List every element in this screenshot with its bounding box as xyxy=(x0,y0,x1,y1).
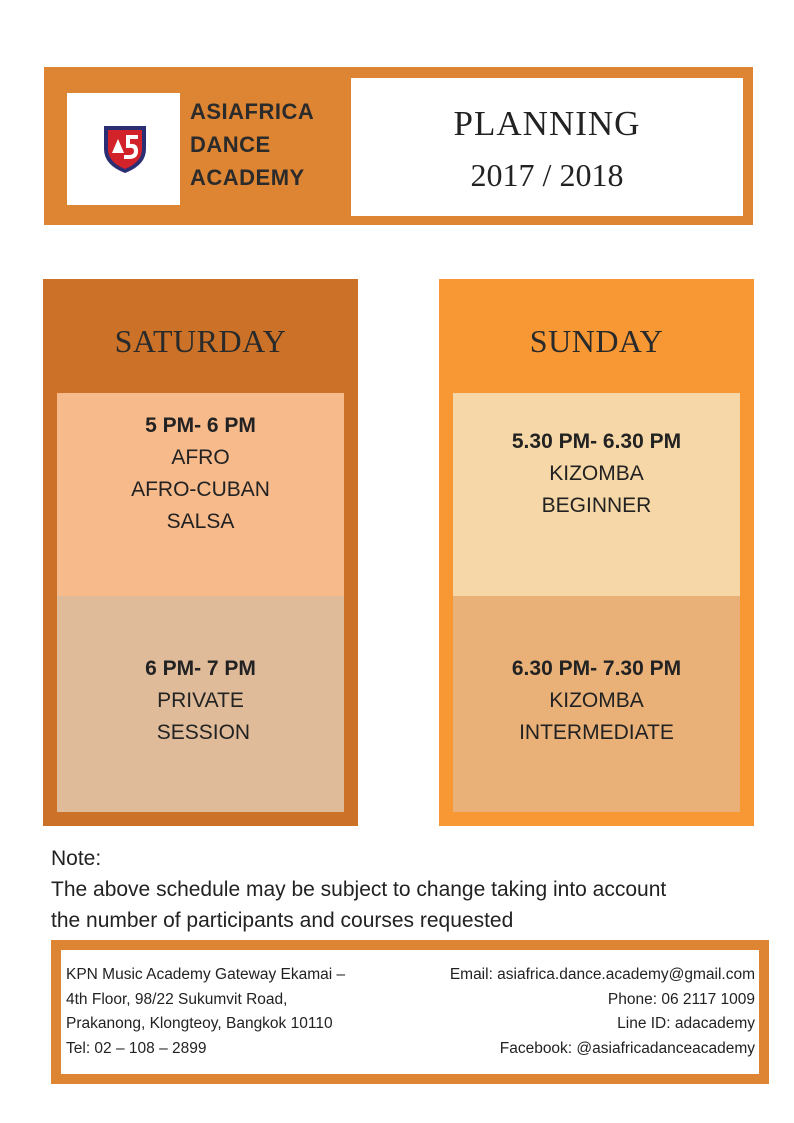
note-text: The above schedule may be subject to change taking into account xyxy=(51,878,667,901)
sunday-slot-2 xyxy=(453,596,740,812)
email-line: Email: asiafrica.dance.academy@gmail.com xyxy=(449,966,755,983)
slot-class: AFRO xyxy=(171,446,230,469)
planning-year: 2017 / 2018 xyxy=(470,157,624,193)
slot-class: PRIVATE xyxy=(157,689,244,712)
academy-name xyxy=(190,95,350,194)
phone-line: Phone: 06 2117 1009 xyxy=(607,990,755,1008)
footer-address xyxy=(66,963,406,1061)
saturday-title: SATURDAY xyxy=(114,323,287,359)
academy-name-line: ACADEMY xyxy=(190,165,305,190)
slot-class: BEGINNER xyxy=(541,494,652,517)
slot-class: AFRO-CUBAN xyxy=(131,478,270,501)
address-line: Prakanong, Klongteoy, Bangkok 10110 xyxy=(66,1015,333,1032)
slot-class: KIZOMBA xyxy=(549,462,644,485)
slot-class: KIZOMBA xyxy=(549,689,644,712)
saturday-slot-2 xyxy=(57,596,344,812)
note-text: the number of participants and courses requested xyxy=(51,909,514,932)
asiafrica-shield-logo-icon xyxy=(102,123,148,175)
planning-box xyxy=(351,78,743,216)
facebook-line: Facebook: @asiafricadanceacademy xyxy=(499,1039,755,1057)
slot-class: SESSION xyxy=(150,721,251,744)
footer-contact xyxy=(400,963,755,1061)
sunday-title: SUNDAY xyxy=(529,323,664,359)
note-label: Note: xyxy=(51,847,102,870)
academy-name-line: DANCE xyxy=(190,132,271,157)
slot-time: 5.30 PM- 6.30 PM xyxy=(511,430,682,453)
slot-time: 5 PM- 6 PM xyxy=(145,414,256,437)
phone-line: Tel: 02 – 108 – 2899 xyxy=(66,1039,207,1057)
saturday-slot-1 xyxy=(57,393,344,596)
slot-class: SALSA xyxy=(166,510,235,533)
address-line: KPN Music Academy Gateway Ekamai – xyxy=(66,966,346,983)
schedule-note xyxy=(51,843,771,936)
sunday-slot-1 xyxy=(453,393,740,596)
line-id: Line ID: adacademy xyxy=(617,1015,755,1032)
address-line: 4th Floor, 98/22 Sukumvit Road, xyxy=(66,990,288,1008)
slot-time: 6 PM- 7 PM xyxy=(145,657,256,680)
slot-class: INTERMEDIATE xyxy=(519,721,674,744)
academy-name-line: ASIAFRICA xyxy=(190,99,315,124)
slot-time: 6.30 PM- 7.30 PM xyxy=(511,657,682,680)
planning-title: PLANNING xyxy=(453,104,641,143)
